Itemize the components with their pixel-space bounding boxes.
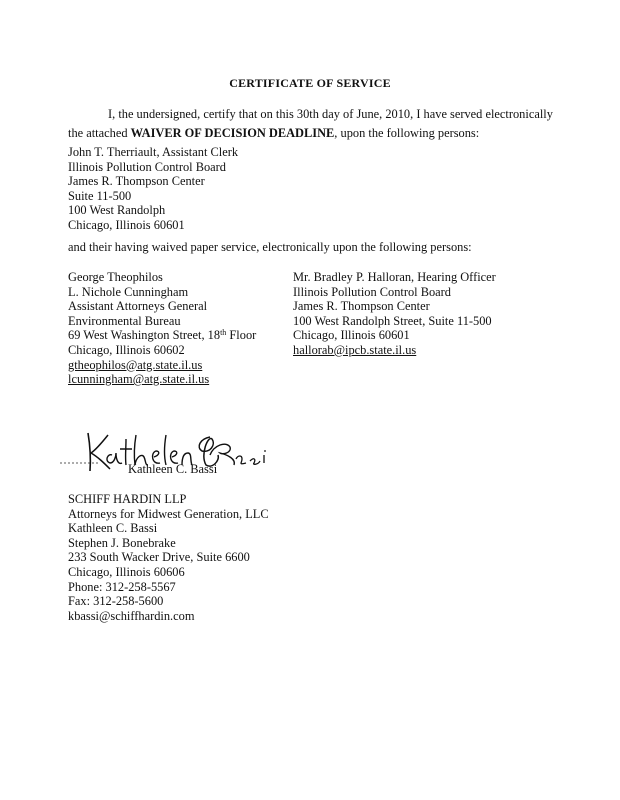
address-line: George Theophilos (68, 270, 163, 284)
hearing-officer-address-block (293, 270, 496, 358)
document-title: CERTIFICATE OF SERVICE (229, 76, 391, 90)
law-firm-signature-block (68, 492, 269, 623)
address-line: James R. Thompson Center (68, 174, 205, 189)
firm-email[interactable]: kbassi@schiffhardin.com (68, 608, 195, 623)
address-line: Suite 11-500 (68, 188, 132, 203)
address-line: Chicago, Illinois 60601 (293, 328, 410, 343)
firm-line: Fax: 312-258-5600 (68, 594, 164, 609)
firm-line: 233 South Wacker Drive, Suite 6600 (68, 550, 250, 565)
clerk-address-block (68, 145, 238, 233)
firm-line: SCHIFF HARDIN LLP (68, 492, 187, 506)
address-line: Illinois Pollution Control Board (293, 284, 451, 299)
attorney-general-address-block (68, 270, 256, 387)
email-link[interactable]: hallorab@ipcb.state.il.us (293, 342, 417, 357)
email-link[interactable]: lcunningham@atg.state.il.us (68, 372, 210, 387)
street-text: 69 West Washington Street, 18 (68, 328, 221, 343)
address-line: L. Nichole Cunningham (68, 284, 189, 299)
address-line: Assistant Attorneys General (68, 299, 208, 314)
address-line: Chicago, Illinois 60602 (68, 342, 185, 357)
firm-line: Stephen J. Bonebrake (68, 535, 176, 550)
address-line: Illinois Pollution Control Board (68, 159, 226, 174)
intro-text-start: I, the undersigned, certify that on this 30th day of June, 2010, I have served electronically the attached (68, 107, 553, 140)
firm-line: Kathleen C. Bassi (68, 521, 158, 536)
address-line: Mr. Bradley P. Halloran, Hearing Officer (293, 270, 496, 284)
document-name: WAIVER OF DECISION DEADLINE (130, 125, 335, 140)
firm-line: Phone: 312-258-5567 (68, 579, 176, 594)
firm-line: Chicago, Illinois 60606 (68, 564, 185, 579)
address-line: Chicago, Illinois 60601 (68, 217, 185, 232)
address-line: 100 West Randolph (68, 203, 166, 218)
waiver-intro-text: and their having waived paper service, electronically upon the following persons: (68, 240, 472, 254)
floor-text: Floor (226, 328, 257, 343)
email-link[interactable]: gtheophilos@atg.state.il.us (68, 357, 203, 372)
signatory-name: Kathleen C. Bassi (128, 462, 218, 476)
certification-paragraph (68, 105, 558, 142)
address-line: James R. Thompson Center (293, 299, 430, 314)
intro-text-end: , upon the following persons: (334, 125, 480, 140)
address-line (68, 328, 256, 343)
address-line: Environmental Bureau (68, 313, 181, 328)
firm-line: Attorneys for Midwest Generation, LLC (68, 506, 269, 521)
address-line: 100 West Randolph Street, Suite 11-500 (293, 313, 492, 328)
address-line: John T. Therriault, Assistant Clerk (68, 145, 239, 159)
ordinal-superscript: th (220, 328, 227, 338)
